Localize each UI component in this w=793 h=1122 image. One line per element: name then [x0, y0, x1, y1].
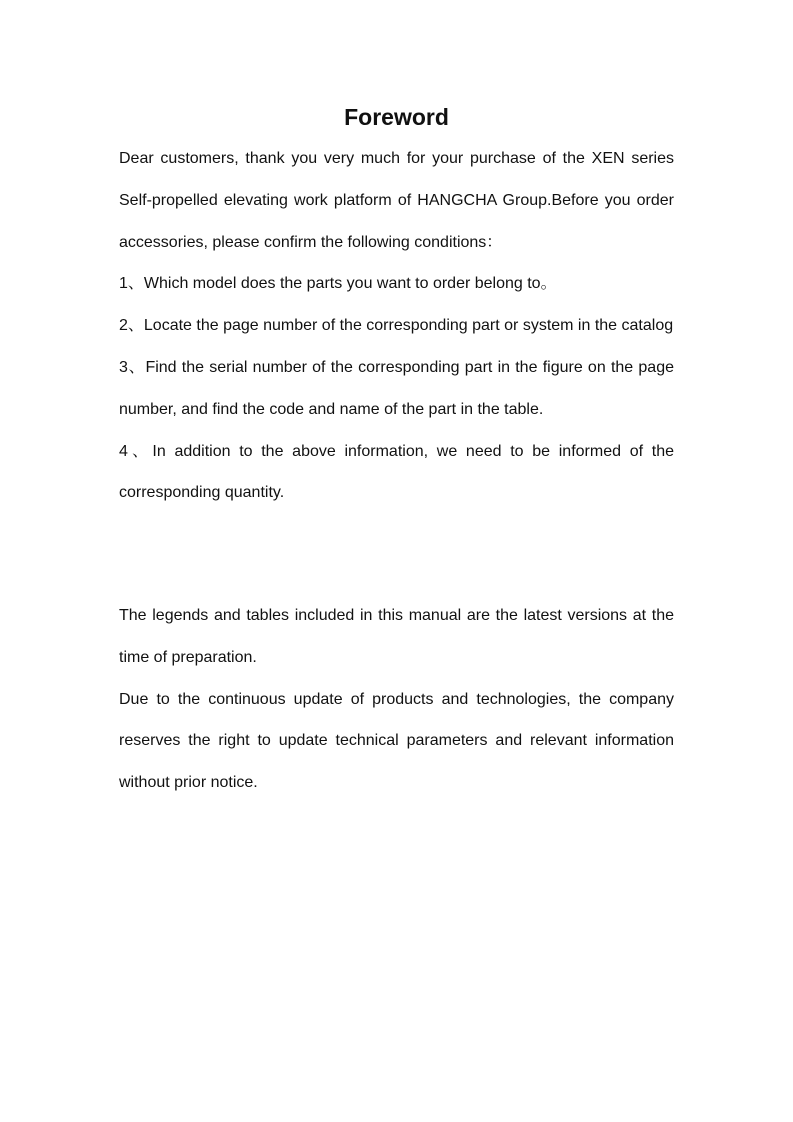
page-title: Foreword [344, 104, 449, 130]
note-paragraph-legends: The legends and tables included in this manual are the latest versions at the time of preparation. [119, 607, 674, 666]
condition-item-4: 4、In addition to the above information, we need to be informed of the corresponding quantity. [119, 442, 674, 502]
foreword-body [119, 138, 674, 514]
note-paragraph-updates: Due to the continuous update of products and technologies, the company reserves the right to update technical parameters and relevant information without prior notice. [119, 690, 674, 792]
condition-item-3: 3、Find the serial number of the corresponding part in the figure on the page number, and find the code and name of the part in the table. [119, 358, 674, 418]
condition-item-2: 2、Locate the page number of the corresponding part or system in the catalog [119, 317, 674, 335]
intro-paragraph: Dear customers, thank you very much for your purchase of the XEN series Self-propelled elevating work platform of HANGCHA Group.Before you order accessories, please confirm the following conditions： [119, 150, 674, 251]
condition-item-1: 1、Which model does the parts you want to order belong to。 [119, 275, 557, 293]
notes-section [119, 595, 674, 804]
